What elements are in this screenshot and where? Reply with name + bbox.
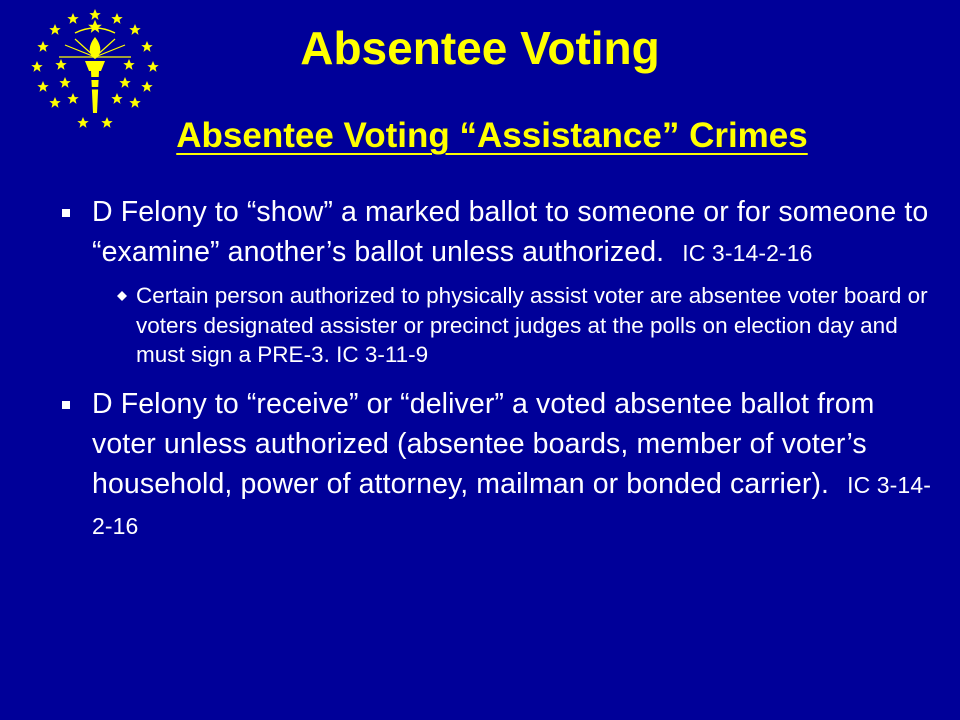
square-bullet-icon bbox=[62, 209, 70, 217]
sub-bullet-item bbox=[136, 281, 940, 370]
bullet-item bbox=[60, 192, 940, 273]
slide-subtitle: Absentee Voting “Assistance” Crimes bbox=[176, 116, 808, 155]
diamond-bullet-icon bbox=[117, 291, 127, 301]
bullet-item bbox=[60, 384, 940, 546]
slide-content bbox=[60, 192, 940, 546]
bullet-text: D Felony to “show” a marked ballot to someone or for someone to “examine” another’s ballot unless authorized. bbox=[92, 196, 929, 268]
sub-bullet-text: Certain person authorized to physically assist voter are absentee voter board or voters designated assister or precinct judges at the polls on election day and must sign a PRE-3. IC 3-11-9 bbox=[136, 283, 928, 367]
slide-title: Absentee Voting bbox=[300, 22, 660, 74]
bullet-text: D Felony to “receive” or “deliver” a voted absentee ballot from voter unless authorized (absentee boards, member of voter’s household, power of attorney, mailman or bonded carrier). bbox=[92, 387, 875, 500]
statute-reference: IC 3-14-2-16 bbox=[682, 240, 813, 266]
square-bullet-icon bbox=[62, 401, 70, 409]
statute-reference: IC 3-14-2-16 bbox=[92, 471, 931, 539]
